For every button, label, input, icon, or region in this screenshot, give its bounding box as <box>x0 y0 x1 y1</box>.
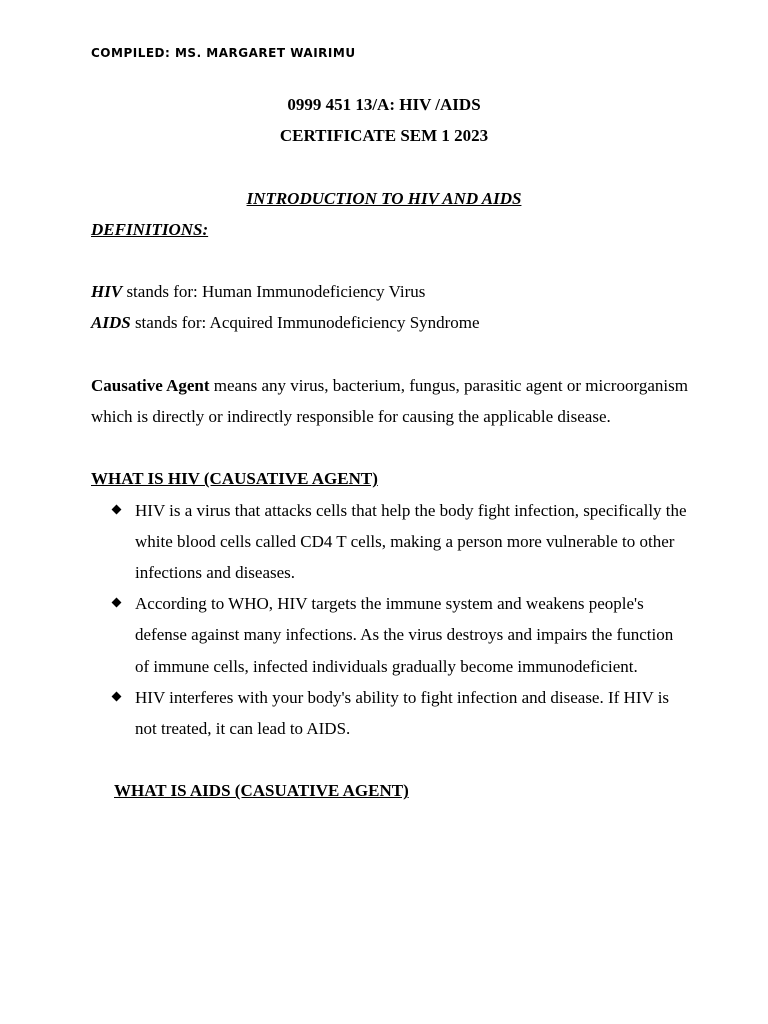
causative-agent-text: means any virus, bacterium, fungus, parasitic agent or microorganism which is directly or indirectly responsible for causing the applicable disease. <box>91 375 688 426</box>
course-code-line: 0999 451 13/A: HIV /AIDS <box>287 95 481 114</box>
causative-agent-term: Causative Agent <box>91 375 210 395</box>
compiled-by-header: COMPILED: MS. MARGARET WAIRIMU <box>91 46 356 60</box>
hiv-bullet-list <box>91 495 691 745</box>
list-item <box>135 588 691 682</box>
course-term-line: CERTIFICATE SEM 1 2023 <box>279 126 489 146</box>
definition-hiv <box>91 276 691 307</box>
diamond-bullet-icon <box>112 598 122 608</box>
what-is-hiv-heading: WHAT IS HIV (CAUSATIVE AGENT) <box>91 469 378 489</box>
diamond-bullet-icon <box>112 691 122 701</box>
document-body <box>91 89 691 807</box>
spacer <box>91 744 691 775</box>
list-item-text: HIV is a virus that attacks cells that help the body fight infection, specifically the white blood cells called CD4 T cells, making a person more vulnerable to other infections and diseases. <box>135 500 687 582</box>
definitions-heading: DEFINITIONS: <box>91 219 209 239</box>
spacer <box>91 245 691 276</box>
definition-aids <box>91 307 691 338</box>
list-item-text: HIV interferes with your body's ability to fight infection and disease. If HIV is not treated, it can lead to AIDS. <box>135 687 670 738</box>
definition-term: HIV <box>91 282 123 302</box>
list-item <box>135 495 691 589</box>
what-is-aids-heading: WHAT IS AIDS (CASUATIVE AGENT) <box>114 781 409 801</box>
spacer <box>91 151 691 182</box>
definition-text: stands for: Acquired Immunodeficiency Syndrome <box>130 313 480 333</box>
list-item-text: According to WHO, HIV targets the immune system and weakens people's defense against many infections. As the virus destroys and impairs the function of immune cells, infected individuals gradually become immunodeficient. <box>135 594 674 676</box>
causative-agent-definition <box>91 370 691 432</box>
definition-term: AIDS <box>91 313 131 333</box>
definition-text: stands for: Human Immunodeficiency Virus <box>122 282 426 302</box>
spacer <box>91 339 691 370</box>
section-title: INTRODUCTION TO HIV AND AIDS <box>246 188 522 208</box>
list-item <box>135 682 691 744</box>
diamond-bullet-icon <box>112 504 122 514</box>
spacer <box>91 432 691 463</box>
